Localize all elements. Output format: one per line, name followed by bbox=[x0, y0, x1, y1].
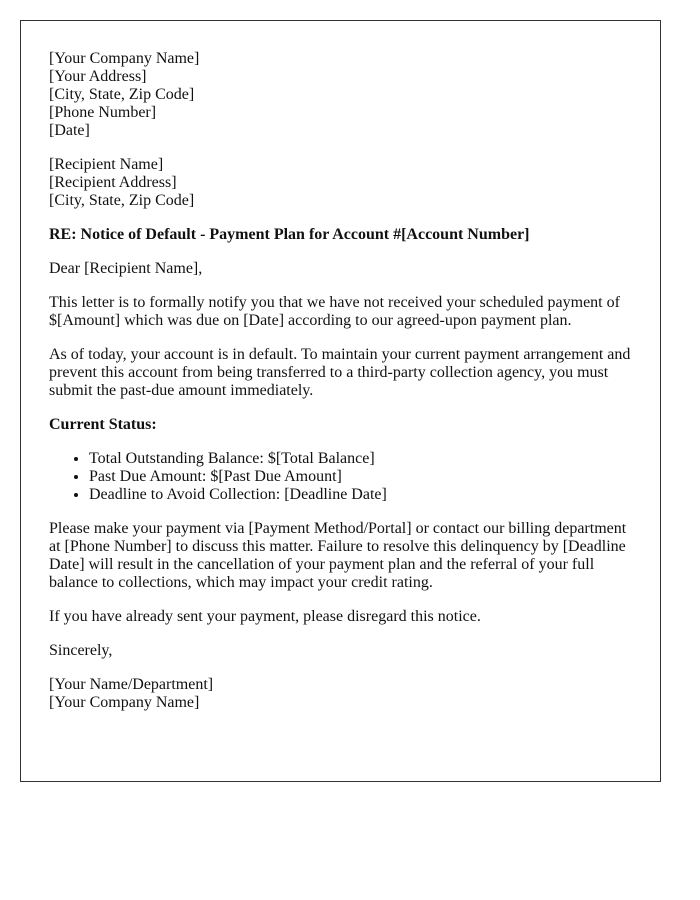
subject-line: RE: Notice of Default - Payment Plan for Account #[Account Number] bbox=[49, 226, 530, 243]
status-item: • Past Due Amount: $[Past Due Amount] bbox=[89, 468, 632, 486]
status-item: • Total Outstanding Balance: $[Total Balance] bbox=[89, 450, 632, 468]
sender-address: [Your Address] bbox=[49, 68, 147, 85]
recipient-block bbox=[49, 156, 632, 210]
sender-block bbox=[49, 50, 632, 140]
signoff: Sincerely, bbox=[49, 642, 113, 659]
sender-phone: [Phone Number] bbox=[49, 104, 157, 121]
sender-city: [City, State, Zip Code] bbox=[49, 86, 195, 103]
salutation: Dear [Recipient Name], bbox=[49, 260, 203, 277]
letter-date: [Date] bbox=[49, 122, 90, 139]
body-paragraph: This letter is to formally notify you that we have not received your scheduled payment of $[Amount] which was due on [Date] according to our agreed-upon payment plan. bbox=[49, 294, 620, 329]
recipient-city: [City, State, Zip Code] bbox=[49, 192, 195, 209]
letter bbox=[20, 20, 661, 782]
status-heading: Current Status: bbox=[49, 416, 157, 433]
signature-name: [Your Name/Department] bbox=[49, 676, 214, 693]
status-item: • Deadline to Avoid Collection: [Deadline Date] bbox=[89, 486, 632, 504]
body-paragraph: As of today, your account is in default. To maintain your current payment arrangement and prevent this account from being transferred to a third-party collection agency, you must submit the past-due amount immediately. bbox=[49, 346, 631, 399]
status-list bbox=[49, 450, 632, 504]
sender-company: [Your Company Name] bbox=[49, 50, 200, 67]
body-paragraph: If you have already sent your payment, please disregard this notice. bbox=[49, 608, 481, 625]
body-paragraph: Please make your payment via [Payment Method/Portal] or contact our billing department at [Phone Number] to discuss this matter. Failure to resolve this delinquency by [Deadline Date] will result in the cancellation of your payment plan and the referral of your full balance to collections, which may impact your credit rating. bbox=[49, 520, 627, 591]
signature-company: [Your Company Name] bbox=[49, 694, 200, 711]
recipient-address: [Recipient Address] bbox=[49, 174, 177, 191]
recipient-name: [Recipient Name] bbox=[49, 156, 164, 173]
signature-block bbox=[49, 676, 632, 712]
